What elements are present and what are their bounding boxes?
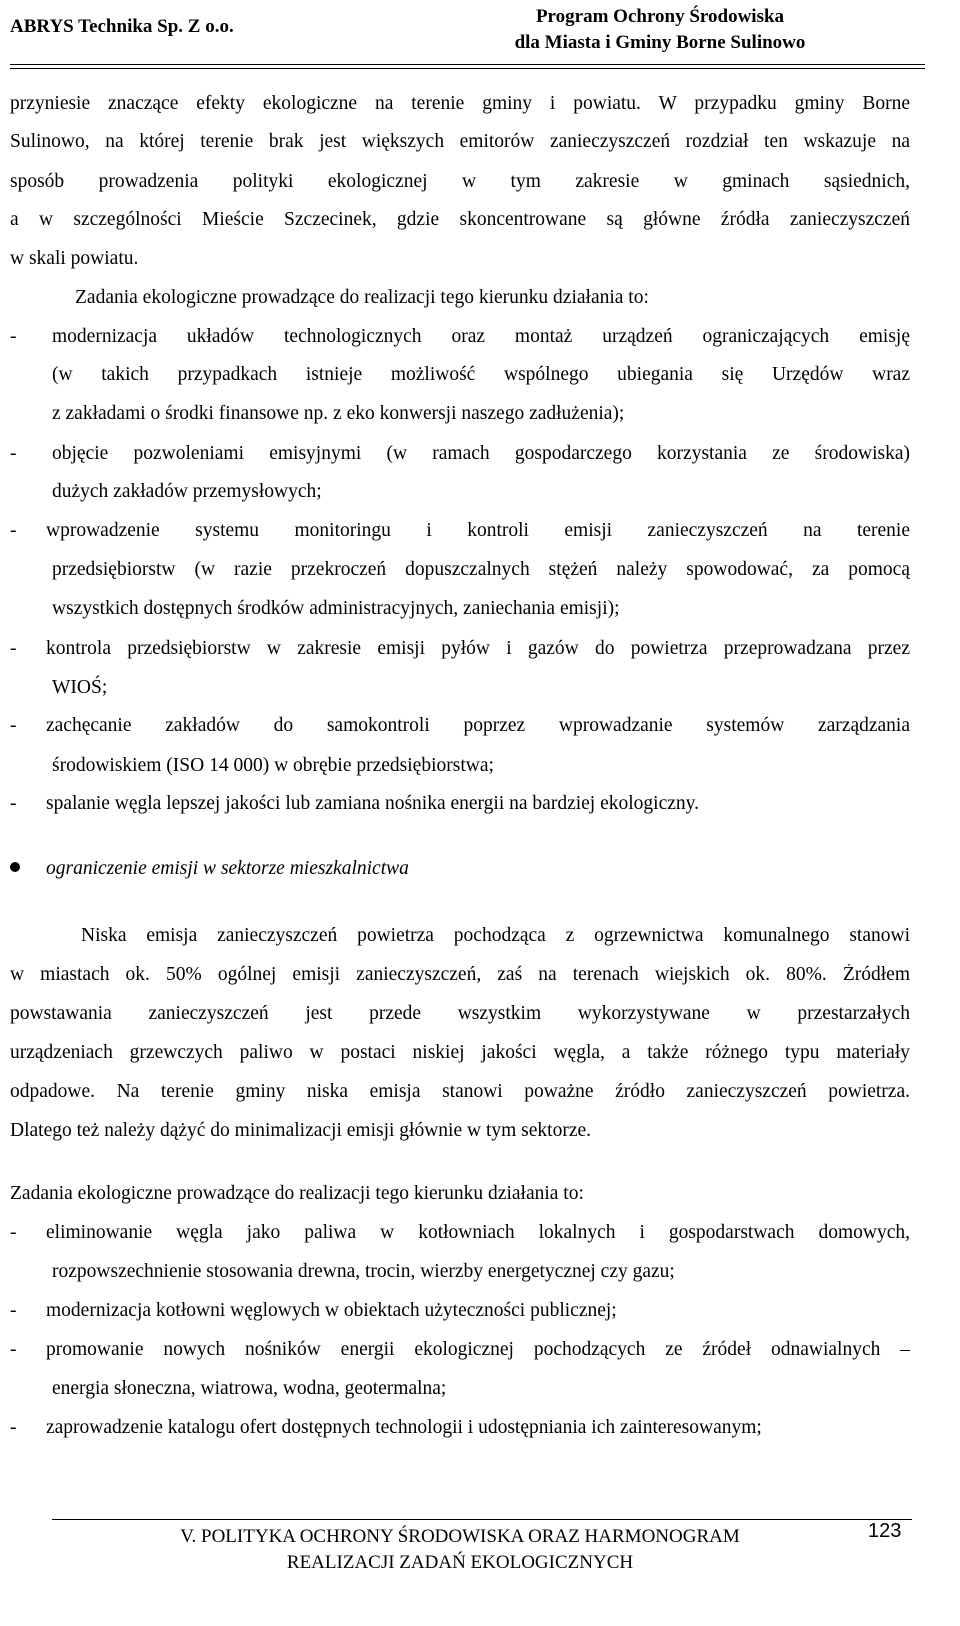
list-2-item-2: modernizacja kotłowni węglowych w obiektach użyteczności publicznej; [46, 1300, 617, 1321]
paragraph-1-line-2: Sulinowo, na której terenie brak jest większych emitorów zanieczyszczeń rozdział ten wskazuje na [10, 131, 910, 152]
list-1-item-2-line-1: objęcie pozwoleniami emisyjnymi (w ramach gospodarczego korzystania ze środowiska) [52, 443, 910, 464]
paragraph-1-line-1: przyniesie znaczące efekty ekologiczne na terenie gminy i powiatu. W przypadku gminy Borne [10, 93, 910, 114]
program-title-line-2: dla Miasta i Gminy Borne Sulinowo [514, 32, 806, 53]
paragraph-2-line-2: w miastach ok. 50% ogólnej emisji zanieczyszczeń, zaś na terenach wiejskich ok. 80%. Źródłem [10, 964, 910, 985]
list-1-item-1-line-3: z zakładami o środki finansowe np. z eko konwersji naszego zadłużenia); [52, 403, 625, 424]
footer-title-line-1: V. POLITYKA OCHRONY ŚRODOWISKA ORAZ HARMONOGRAM [180, 1526, 740, 1547]
list-1-dash-1: - [10, 326, 17, 347]
tasks-intro-1: Zadania ekologiczne prowadzące do realizacji tego kierunku działania to: [75, 287, 649, 308]
list-1-dash-6: - [10, 793, 17, 814]
header-rule-top [10, 64, 925, 65]
list-1-item-1-line-2: (w takich przypadkach istnieje możliwość wspólnego ubiegania się Urzędów wraz [52, 364, 910, 385]
list-1-item-3-line-2: przedsiębiorstw (w razie przekroczeń dopuszczalnych stężeń należy spowodować, za pomocą [52, 559, 910, 580]
list-1-item-6: spalanie węgla lepszej jakości lub zamiana nośnika energii na bardziej ekologiczny. [46, 793, 700, 814]
paragraph-2-line-1: Niska emisja zanieczyszczeń powietrza pochodząca z ogrzewnictwa komunalnego stanowi [81, 925, 910, 946]
list-1-item-4-line-2: WIOŚ; [52, 677, 108, 698]
list-2-item-3-line-1: promowanie nowych nośników energii ekologicznej pochodzących ze źródeł odnawialnych – [46, 1339, 910, 1360]
list-1-dash-3: - [10, 520, 17, 541]
footer-title-line-2: REALIZACJI ZADAŃ EKOLOGICZNYCH [286, 1552, 634, 1573]
paragraph-1-line-3: sposób prowadzenia polityki ekologicznej w tym zakresie w gminach sąsiednich, [10, 171, 910, 192]
page-number: 123 [868, 1520, 902, 1542]
list-1-dash-2: - [10, 443, 17, 464]
list-2-dash-4: - [10, 1417, 17, 1438]
list-2-item-3-line-2: energia słoneczna, wiatrowa, wodna, geotermalna; [52, 1378, 447, 1399]
list-1-dash-5: - [10, 715, 17, 736]
company-name: ABRYS Technika Sp. Z o.o. [10, 16, 234, 37]
list-2-item-4: zaprowadzenie katalogu ofert dostępnych technologii i udostępniania ich zainteresowanym; [46, 1417, 762, 1438]
list-1-item-3-line-3: wszystkich dostępnych środków administracyjnych, zaniechania emisji); [52, 598, 620, 619]
tasks-intro-2: Zadania ekologiczne prowadzące do realizacji tego kierunku działania to: [10, 1183, 584, 1204]
list-1-item-1-line-1: modernizacja układów technologicznych oraz montaż urządzeń ograniczających emisję [52, 326, 910, 347]
section-heading: ograniczenie emisji w sektorze mieszkalnictwa [46, 858, 409, 879]
list-1-item-4-line-1: kontrola przedsiębiorstw w zakresie emisji pyłów i gazów do powietrza przeprowadzana przez [46, 638, 910, 659]
header-rule-bottom [10, 68, 925, 69]
list-1-item-5-line-1: zachęcanie zakładów do samokontroli poprzez wprowadzanie systemów zarządzania [46, 715, 910, 736]
list-2-item-1-line-2: rozpowszechnienie stosowania drewna, trocin, wierzby energetycznej czy gazu; [52, 1261, 675, 1282]
list-1-item-5-line-2: środowiskiem (ISO 14 000) w obrębie przedsiębiorstwa; [52, 755, 494, 776]
paragraph-2-line-6: Dlatego też należy dążyć do minimalizacji emisji głównie w tym sektorze. [10, 1120, 592, 1141]
list-2-dash-3: - [10, 1339, 17, 1360]
program-title-line-1: Program Ochrony Środowiska [535, 6, 785, 27]
list-1-item-2-line-2: dużych zakładów przemysłowych; [52, 481, 322, 502]
list-1-dash-4: - [10, 638, 17, 659]
list-2-dash-2: - [10, 1300, 17, 1321]
bullet-icon [10, 862, 20, 872]
paragraph-2-line-3: powstawania zanieczyszczeń jest przede wszystkim wykorzystywane w przestarzałych [10, 1003, 910, 1024]
footer-rule [52, 1519, 912, 1520]
paragraph-2-line-4: urządzeniach grzewczych paliwo w postaci niskiej jakości węgla, a także różnego typu materiały [10, 1042, 910, 1063]
paragraph-2-line-5: odpadowe. Na terenie gminy niska emisja stanowi poważne źródło zanieczyszczeń powietrza. [10, 1081, 910, 1102]
paragraph-1-line-5: w skali powiatu. [10, 248, 139, 269]
footer-title [100, 1524, 820, 1576]
list-2-item-1-line-1: eliminowanie węgla jako paliwa w kotłowniach lokalnych i gospodarstwach domowych, [46, 1222, 910, 1243]
paragraph-1-line-4: a w szczególności Mieście Szczecinek, gdzie skoncentrowane są główne źródła zanieczyszczeń [10, 209, 910, 230]
program-title [510, 4, 810, 56]
list-2-dash-1: - [10, 1222, 17, 1243]
list-1-item-3-line-1: wprowadzenie systemu monitoringu i kontroli emisji zanieczyszczeń na terenie [46, 520, 910, 541]
